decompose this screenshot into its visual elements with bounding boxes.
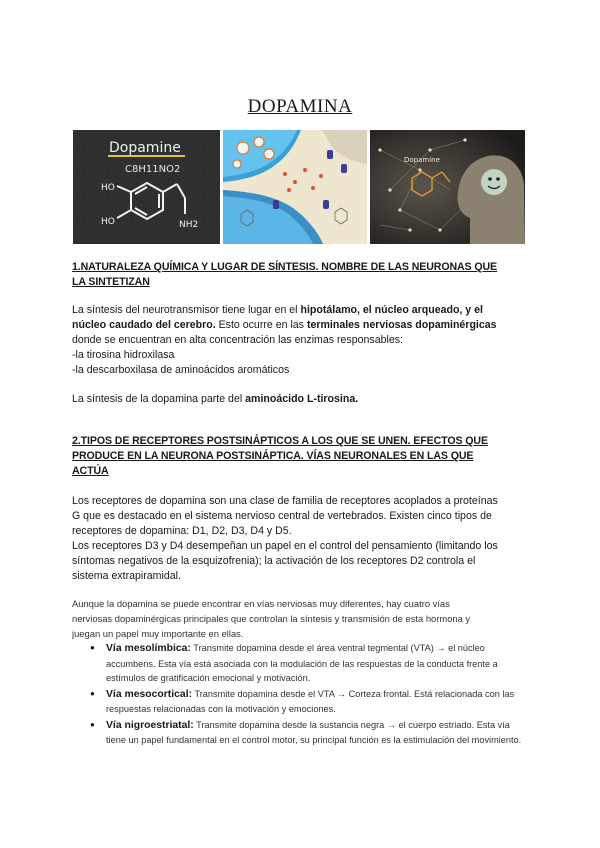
s2p1-line1: Los receptores de dopamina son una clase de familia de receptores acoplados a proteínas (72, 495, 498, 507)
img3-name: Dopamine (404, 156, 440, 164)
img1-ho-top: HO (101, 183, 115, 193)
pathway-mesolimbic-text: Transmite dopamina desde el área ventral tegmental (VTA) → el núcleo accumbens. Esta vía está asociada con la modulación de las respuestas de la conducta frente a estímulos de gratificación emocional y motivación. (106, 643, 498, 683)
s1p1-bold-terminals: terminales nerviosas dopaminérgicas (306, 319, 497, 331)
section2-heading-line1: 2.TIPOS DE RECEPTORES POSTSINÁPTICOS A LOS QUE SE UNEN. EFECTOS QUE (72, 435, 488, 447)
s2p3-line2: nerviosas dopaminérgicas principales que controlan la síntesis y transmisión de esta hormona y (72, 613, 471, 624)
img1-name: Dopamine (109, 140, 181, 156)
dopamine-chalkboard-image (73, 130, 220, 244)
pathway-list-item (90, 687, 530, 717)
pathway-mesolimbic-label: Vía mesolímbica: (106, 643, 191, 654)
section1-heading-line2: LA SINTETIZAN (72, 276, 150, 288)
pathway-nigrostriatal-label: Vía nigroestriatal: (106, 719, 194, 731)
section1-heading-line1: 1.NATURALEZA QUÍMICA Y LUGAR DE SÍNTESIS. NOMBRE DE LAS NEURONAS QUE (72, 261, 498, 273)
section2-heading-line3: ACTÚA (72, 465, 109, 477)
section2-heading (72, 434, 532, 479)
s2p1-line3: receptores de dopamina: D1, D2, D3, D4 y D5. (72, 525, 292, 537)
s1p1-bold-location: hipotálamo, el núcleo arqueado, y el (300, 304, 483, 316)
section1-paragraph1 (72, 303, 532, 378)
synapse-illustration-image (223, 130, 367, 244)
s2p1-line2: G que es destacado en el sistema nervioso central de vertebrados. Existen cinco tipos de (72, 510, 492, 522)
s1p1-bold-nucleus: núcleo caudado del cerebro. (72, 319, 216, 331)
pathway-mesocortical-text: Transmite dopamina desde el VTA → Corteza frontal. Está relacionada con las respuestas relacionadas con la motivación y emociones. (106, 688, 515, 714)
section2-heading-line2: PRODUCE EN LA NEURONA POSTSINÁPTICA. VÍAS NEURONALES EN LAS QUE (72, 450, 474, 462)
page-title: DOPAMINA (247, 96, 353, 117)
pathway-mesocortical-label: Vía mesocortical: (106, 688, 193, 700)
s1p1-text-d: Esto ocurre en las (215, 319, 307, 331)
enzyme-item-2: -la descarboxilasa de aminoácidos aromáticos (72, 364, 290, 376)
img1-formula: C8H11NO2 (125, 164, 181, 175)
section2-paragraph1 (72, 494, 532, 584)
section1-paragraph2 (72, 392, 532, 407)
pathway-list-item (90, 641, 530, 686)
s1p1-text-a: La síntesis del neurotransmisor tiene lugar en el (72, 304, 301, 316)
s2p3-line1: Aunque la dopamina se puede encontrar en vías nerviosas muy diferentes, hay cuatro vías (72, 598, 450, 609)
pathway-list-item (90, 718, 530, 748)
s2p2-line1: Los receptores D3 y D4 desempeñan un papel en el control del pensamiento (limitando los (72, 540, 498, 552)
enzyme-item-1: -la tirosina hidroxilasa (72, 349, 175, 361)
s1p2-text: La síntesis de la dopamina parte del (72, 393, 246, 405)
neural-network-head-image (370, 130, 525, 244)
pathway-nigrostriatal-text: Transmite dopamina desde la sustancia negra → el cuerpo estriado. Esta vía tiene un papel fundamental en el control motor, su principal función es la estimulación del movimiento. (106, 719, 522, 745)
section2-paragraph3 (72, 596, 532, 641)
s1p2-bold-tyrosine: aminoácido L-tirosina. (245, 393, 359, 405)
s2p2-line2: síntomas negativos de la esquizofrenia); la activación de los receptores D2 controla el (72, 555, 476, 567)
img1-ho-bottom: HO (101, 217, 115, 227)
section1-heading (72, 260, 532, 290)
dopamine-pathways-list (90, 641, 530, 749)
img1-nh2: NH2 (179, 220, 199, 230)
s1p1-text-f: donde se encuentran en alta concentración las enzimas responsables: (72, 334, 403, 346)
s2p2-line3: sistema extrapiramidal. (72, 570, 181, 582)
s2p3-line3: juegan un papel muy importante en ellas. (72, 628, 244, 639)
